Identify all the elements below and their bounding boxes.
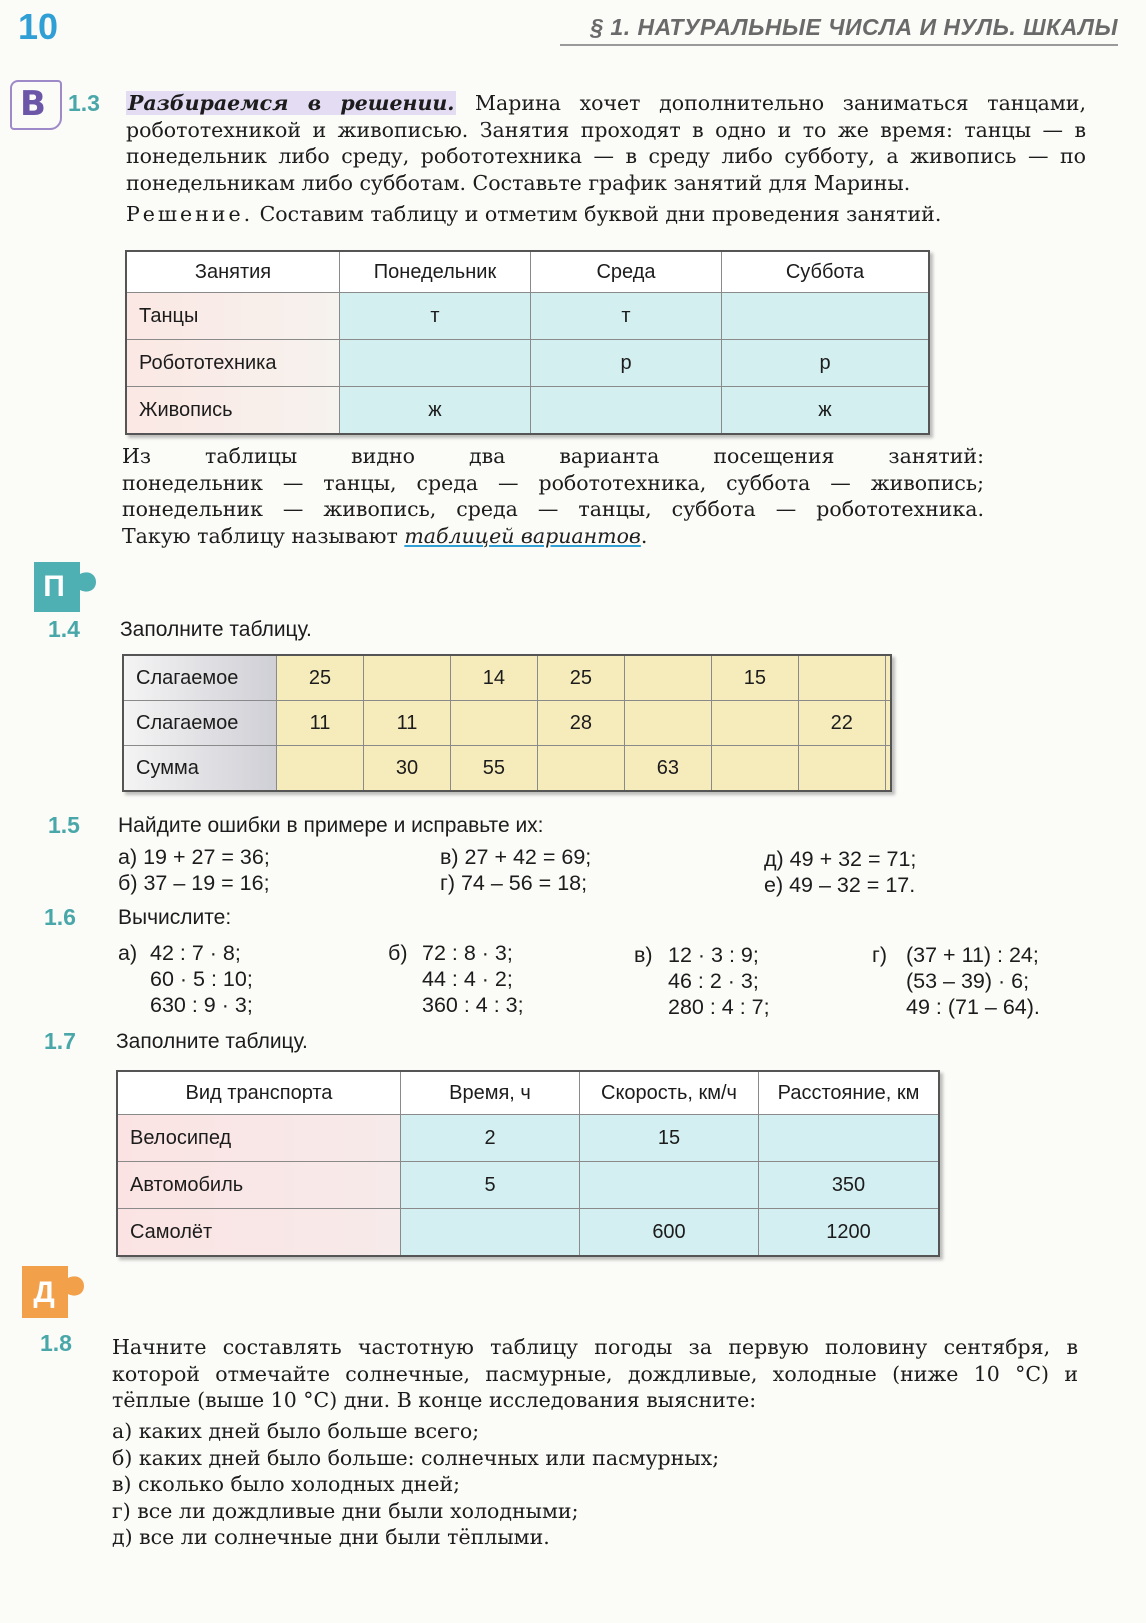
term-suffix: . [640,523,648,548]
table-cell [711,746,798,792]
exercise-1-3-heading: Разбираемся в решении. [128,91,455,115]
table-cell [401,1209,580,1257]
table-cell [711,701,798,746]
expression-item: 72 : 8 · 3; [422,941,513,965]
table-variants [125,250,930,435]
table-cell: 25 [277,655,364,701]
table-cell: 15 [711,655,798,701]
row-label: Танцы [126,293,340,340]
expression-item: 280 : 4 : 7; [668,995,770,1019]
exercise-number-1-4: 1.4 [48,616,80,642]
table-header-cell: Среда [531,251,722,293]
conclusion-line [122,523,984,550]
table-cell [340,340,531,387]
table-row [126,293,929,340]
table-row [123,701,891,746]
list-item: д) все ли солнечные дни были тёплыми. [112,1525,550,1549]
homework-puzzle-icon [18,1260,84,1326]
list-item: а) каких дней было больше всего; [112,1419,480,1443]
conclusion-line: понедельник — танцы, среда — робототехника, суббота — живопись; [122,470,984,495]
exercise-1-8-text: Начните составлять частотную таблицу погоды за первую половину сентября, в которой отмечайте солнечные, пасмурные, дождливые, холодные (ниже 10 °С) и тёплые (выше 10 °С) дни. В конце исследования выясните: [112,1335,1078,1412]
table-cell: 22 [798,701,885,746]
list-item: в) сколько было холодных дней; [112,1472,461,1496]
table-header-cell: Скорость, км/ч [580,1071,759,1115]
table-cell: т [340,293,531,340]
table-cell: 25 [537,655,624,701]
table-cell [363,655,450,701]
table-header-cell: Вид транспорта [117,1071,401,1115]
table-cell: ж [722,387,930,435]
table-header-cell: Занятия [126,251,340,293]
expression-item: 630 : 9 · 3; [150,993,253,1017]
row-label: Велосипед [117,1115,401,1162]
expression-item: е) 49 – 32 = 17. [764,873,916,897]
table-cell: 11 [363,701,450,746]
practice-puzzle-icon [30,552,96,618]
table-cell [624,701,711,746]
expression-item: г) 74 – 56 = 18; [440,871,588,895]
difficulty-badge-v-icon [10,80,62,130]
table-cell: 600 [580,1209,759,1257]
table-cell [798,746,885,792]
table-cell: 2 [401,1115,580,1162]
table-header-row [126,251,929,293]
table-row [123,655,891,701]
table-cell: 15 [580,1115,759,1162]
badge-p-letter: П [43,570,65,603]
row-label: Сумма [123,746,277,792]
table-cell [624,655,711,701]
term-table-of-variants: таблицей вариантов [404,523,641,548]
table-cell [722,293,930,340]
exercise-1-3-text [126,90,1086,196]
term-prefix: Такую таблицу называют [122,523,405,548]
exercise-number-1-7: 1.7 [44,1028,76,1054]
table-cell: 11 [277,701,364,746]
expression-item: 44 : 4 · 2; [422,967,513,991]
row-label: Робототехника [126,340,340,387]
conclusion-line: Из таблицы видно два варианта посещения занятий: [122,444,984,468]
table-cell: т [531,293,722,340]
table-cell: 63 [624,746,711,792]
table-header-row [117,1071,939,1115]
table-cell: ж [340,387,531,435]
row-label: Автомобиль [117,1162,401,1209]
table-cell: р [722,340,930,387]
row-label: Слагаемое [123,701,277,746]
table-cell [798,655,885,701]
table-cell [537,746,624,792]
table-header-cell: Понедельник [340,251,531,293]
header-rule [560,44,1118,46]
exercise-1-4-prompt: Заполните таблицу. [120,618,312,641]
column-label: в) [634,943,653,967]
list-item: б) каких дней было больше: солнечных или пасмурных; [112,1445,720,1470]
exercise-1-7-prompt: Заполните таблицу. [116,1030,308,1053]
table-cell [277,746,364,792]
expression-item: б) 37 – 19 = 16; [118,871,270,895]
table-cell: 28 [537,701,624,746]
chapter-title: § 1. НАТУРАЛЬНЫЕ ЧИСЛА И НУЛЬ. ШКАЛЫ [590,14,1118,40]
table-cell [885,701,891,746]
badge-v-letter: В [20,84,46,124]
row-label: Слагаемое [123,655,277,701]
conclusion-line: понедельник — живопись, среда — танцы, суббота — робототехника. [122,497,984,521]
badge-d-letter: Д [33,1276,55,1309]
column-label: а) [118,941,138,965]
table-cell: 1200 [759,1209,940,1257]
expression-item: (53 – 39) · 6; [906,969,1030,993]
table-sum [122,654,892,792]
expression-item: а) 19 + 27 = 36; [118,845,270,869]
table-header-cell: Расстояние, км [759,1071,940,1115]
exercise-1-3-body: Марина хочет дополнительно заниматься танцами, робототехникой и живописью. Занятия проходят в одно и то же время: танцы — в понедельник либо среду, робототехника — в среду либо субботу, а живопись — по понедельникам либо субботам. Составьте график занятий для Марины. [126,91,1086,195]
table-cell [450,701,537,746]
exercise-1-6-prompt: Вычислите: [118,906,232,929]
row-label: Самолёт [117,1209,401,1257]
table-cell [885,746,891,792]
table-cell [531,387,722,435]
table-cell: 14 [450,655,537,701]
exercise-number-1-6: 1.6 [44,904,76,930]
solution-text: Составим таблицу и отметим буквой дни проведения занятий. [253,202,942,226]
row-label: Живопись [126,387,340,435]
table-cell: 55 [450,746,537,792]
table-cell: р [531,340,722,387]
exercise-number-1-5: 1.5 [48,812,80,838]
exercise-1-8-list [112,1418,719,1551]
solution-line [126,202,941,226]
column-label: г) [872,943,888,967]
column-label: б) [388,941,408,965]
expression-item: 42 : 7 · 8; [150,941,241,965]
table-header-cell: Суббота [722,251,930,293]
list-item: г) все ли дождливые дни были холодными; [112,1498,579,1523]
table-header-cell: Время, ч [401,1071,580,1115]
expression-item: 360 : 4 : 3; [422,993,524,1017]
table-cell: 5 [401,1162,580,1209]
table-cell [580,1162,759,1209]
expression-item: 46 : 2 · 3; [668,969,759,993]
table-row [117,1115,939,1162]
exercise-1-3-conclusion [122,443,984,549]
table-row [117,1209,939,1257]
table-row [126,340,929,387]
table-row [126,387,929,435]
exercise-number-1-8: 1.8 [40,1330,72,1356]
exercise-1-5-prompt: Найдите ошибки в примере и исправьте их: [118,814,544,837]
expression-item: 49 : (71 – 64). [906,995,1040,1019]
expression-item: (37 + 11) : 24; [906,943,1039,967]
page-number: 10 [18,6,59,47]
expression-item: 12 · 3 : 9; [668,943,759,967]
expression-item: д) 49 + 32 = 71; [764,847,917,871]
expression-item: 60 · 5 : 10; [150,967,253,991]
table-cell: 30 [363,746,450,792]
expression-item: в) 27 + 42 = 69; [440,845,592,869]
exercise-number-1-3: 1.3 [68,90,100,116]
table-cell: 350 [759,1162,940,1209]
table-cell [759,1115,940,1162]
table-row [117,1162,939,1209]
table-transport [116,1070,940,1257]
table-row [123,746,891,792]
table-cell [885,655,891,701]
solution-label: Решение. [126,202,254,226]
